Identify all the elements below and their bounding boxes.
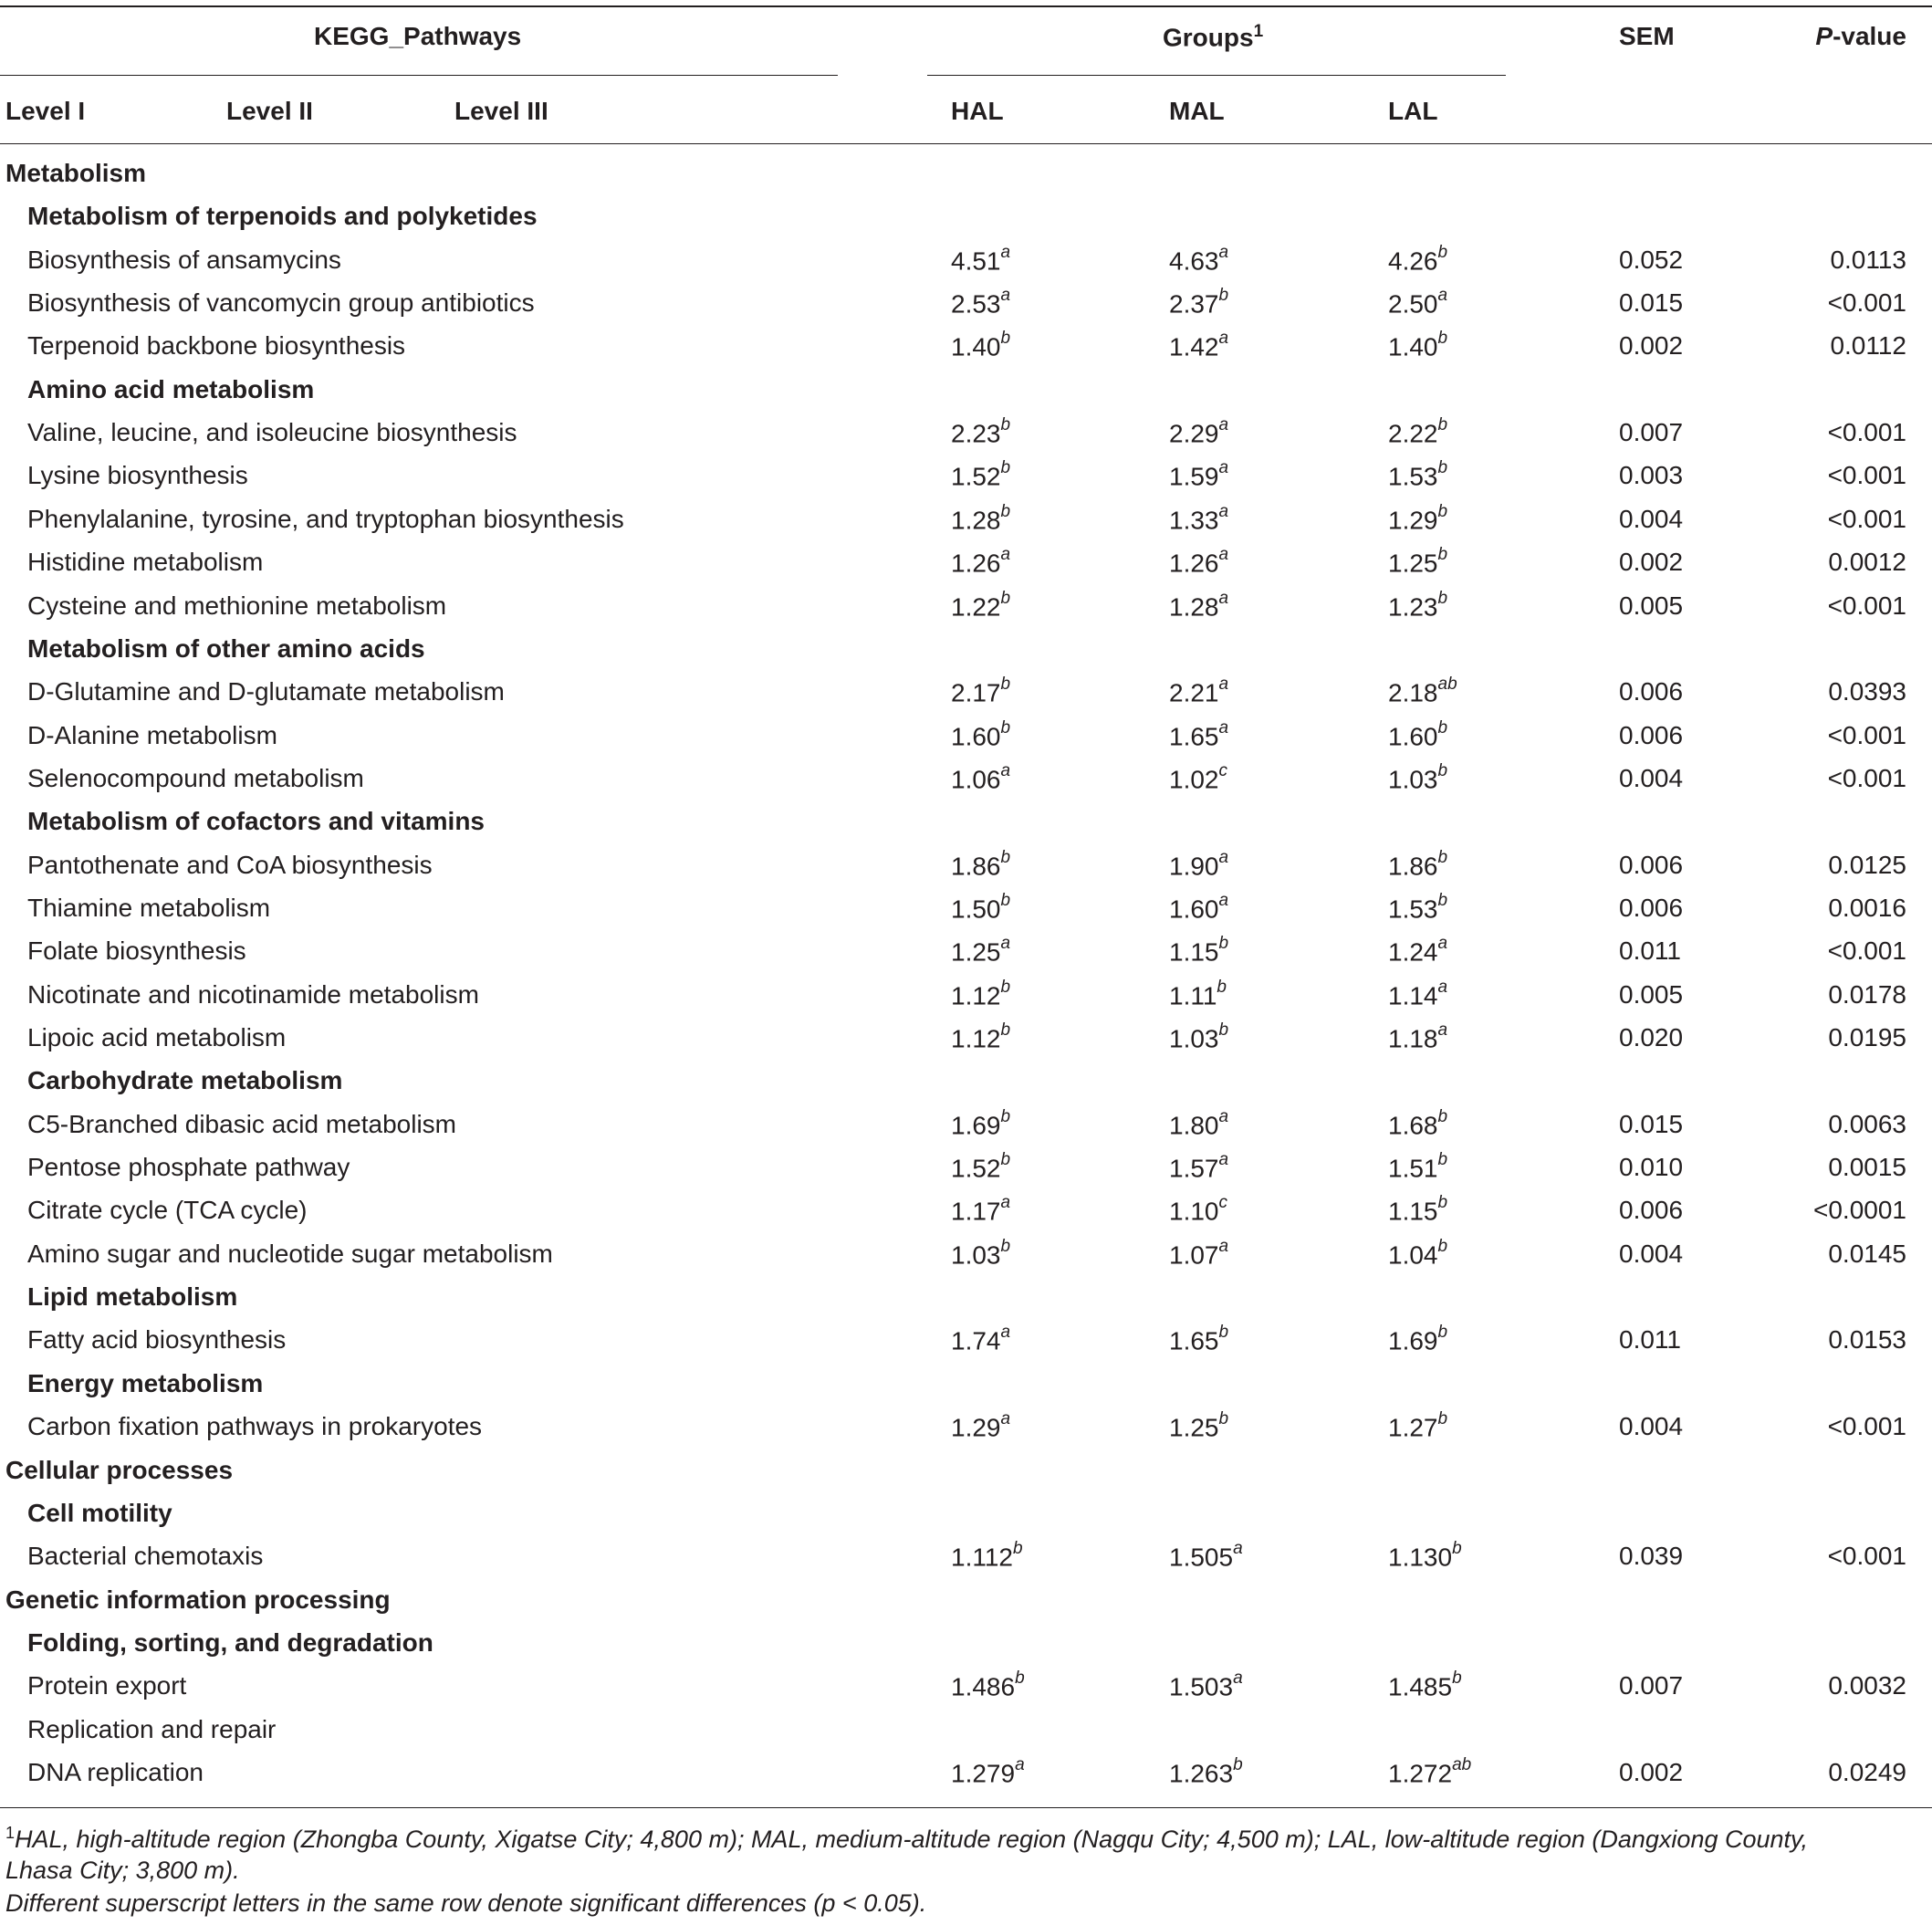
significance-letter: a [1000,545,1011,565]
significance-letter: b [1437,588,1448,608]
level-3-label: Phenylalanine, tyrosine, and tryptophan biosynthesis [27,504,624,533]
header-level-3: Level III [454,97,548,125]
significance-letter: b [1437,329,1448,349]
hal-value: 1.28$^b$ [951,501,1011,535]
mal-value: 1.07$^a$ [1169,1236,1229,1270]
sem-value: 0.004 [1619,504,1684,533]
significance-letter: b [1233,1754,1243,1774]
table-row [0,1715,1932,1758]
section-row [0,1369,1932,1412]
table-row [0,977,1932,1023]
hal-value: 1.52$^b$ [951,458,1011,491]
table-row [0,677,1932,720]
mal-value: 4.63$^a$ [1169,242,1229,276]
level-3-label: Amino sugar and nucleotide sugar metabolism [27,1239,553,1268]
sem-value: 0.006 [1619,720,1684,749]
mal-value: 1.505$^a$ [1169,1539,1243,1572]
significance-letter: a [1437,977,1448,997]
significance-letter: b [1218,286,1229,306]
p-value: 0.0016 [1828,893,1906,922]
significance-letter: b [1437,1323,1448,1343]
significance-letter: b [1437,545,1448,565]
significance-letter: b [1000,890,1011,910]
hal-value: 1.52$^b$ [951,1150,1011,1183]
p-value: 0.0063 [1828,1109,1906,1138]
lal-value: 1.68$^b$ [1388,1106,1448,1140]
mal-value: 1.65$^a$ [1169,717,1229,750]
lal-value: 1.14$^a$ [1388,977,1448,1010]
level-3-label: Folate biosynthesis [27,936,246,966]
level-3-label: Protein export [27,1671,187,1700]
significance-letter: b [1218,1409,1229,1429]
level-3-label: Carbon fixation pathways in prokaryotes [27,1412,483,1441]
sem-value: 0.003 [1619,461,1684,490]
lal-value: 1.18$^a$ [1388,1020,1448,1053]
significance-letter: a [1000,286,1011,306]
lal-value: 1.23$^b$ [1388,588,1448,621]
header-hal: HAL [951,97,1004,125]
hal-value: 1.60$^b$ [951,717,1011,750]
level-3-label: D-Alanine metabolism [27,720,277,749]
significance-letter: a [1218,545,1229,565]
p-value: <0.001 [1827,1542,1906,1571]
significance-letter: b [1000,501,1011,521]
significance-letter: a [1233,1539,1243,1559]
significance-letter: b [1437,1409,1448,1429]
p-value: <0.001 [1827,1412,1906,1441]
significance-letter: b [1000,415,1011,435]
significance-letter: a [1218,675,1229,695]
level-2-label: Lipid metabolism [27,1282,238,1312]
hal-value: 2.23$^b$ [951,415,1011,448]
significance-letter: b [1437,890,1448,910]
table-top-rule [0,5,1932,7]
p-value: 0.0145 [1828,1239,1906,1268]
level-3-label: Lipoic acid metabolism [27,1023,287,1051]
table-row [0,242,1932,288]
section-row [0,1499,1932,1542]
section-row [0,202,1932,245]
significance-letter: b [1000,588,1011,608]
mal-value: 1.33$^a$ [1169,501,1229,535]
level-3-label: Valine, leucine, and isoleucine biosynthesis [27,418,517,447]
significance-letter: a [1015,1754,1025,1774]
mal-value: 1.42$^a$ [1169,329,1229,361]
table-row [0,760,1932,807]
hal-value: 2.17$^b$ [951,675,1011,707]
significance-letter: a [1218,588,1229,608]
significance-letter: b [1015,1669,1025,1689]
level-3-label: Replication and repair [27,1714,277,1743]
p-value: <0.001 [1827,418,1906,447]
lal-value: 1.53$^b$ [1388,458,1448,491]
lal-value: 2.22$^b$ [1388,415,1448,448]
significance-letter: a [1218,1150,1229,1170]
significance-letter: a [1233,1669,1243,1689]
mal-value: 1.65$^b$ [1169,1323,1229,1355]
sem-value: 0.007 [1619,1671,1684,1700]
significance-letter: a [1218,415,1229,435]
footnote-1: $^1$HAL, high-altitude region (Zhongba County, Xigatse City; 4,800 m); MAL, medium-altitude region (Nagqu City; 4,500 m); LAL, low-altitude region (Dangxiong County, [5,1824,1809,1853]
level-3-label: Lysine biosynthesis [27,461,248,490]
table-row [0,1325,1932,1368]
table-row [0,890,1932,936]
hal-value: 1.06$^a$ [951,760,1011,794]
mal-value: 1.25$^b$ [1169,1409,1229,1442]
hal-value: 1.279$^a$ [951,1754,1025,1788]
sem-value: 0.015 [1619,288,1684,318]
hal-value: 1.69$^b$ [951,1106,1011,1140]
kegg-subheader-rule [0,75,838,76]
level-3-label: Pantothenate and CoA biosynthesis [27,850,433,879]
level-3-label: Terpenoid backbone biosynthesis [27,331,406,361]
sem-value: 0.002 [1619,331,1684,361]
lal-value: 1.03$^b$ [1388,760,1448,794]
significance-letter: b [1437,458,1448,478]
table-row [0,331,1932,374]
significance-letter: c [1218,1193,1227,1213]
significance-letter: b [1437,242,1448,262]
section-row [0,807,1932,850]
table-row [0,288,1932,331]
significance-letter: a [1218,501,1229,521]
level-3-label: Bacterial chemotaxis [27,1542,264,1571]
p-value: <0.001 [1827,591,1906,620]
level-3-label: Citrate cycle (TCA cycle) [27,1196,308,1225]
significance-letter: ab [1452,1754,1472,1774]
significance-letter: b [1437,415,1448,435]
level-3-label: Histidine metabolism [27,548,264,577]
significance-letter: b [1437,760,1448,780]
header-lal: LAL [1388,97,1438,125]
table-row [0,501,1932,548]
p-value: <0.001 [1827,504,1906,533]
level-3-label: DNA replication [27,1757,204,1786]
significance-letter: b [1452,1669,1462,1689]
hal-value: 1.25$^a$ [951,934,1011,967]
significance-letter: b [1218,1020,1229,1040]
significance-letter: a [1000,1409,1011,1429]
level-3-label: C5-Branched dibasic acid metabolism [27,1109,456,1138]
section-row [0,375,1932,418]
sem-value: 0.006 [1619,677,1684,706]
lal-value: 1.27$^b$ [1388,1409,1448,1442]
hal-value: 1.26$^a$ [951,545,1011,578]
level-3-label: Cysteine and methionine metabolism [27,591,447,620]
lal-value: 1.53$^b$ [1388,890,1448,924]
level-3-label: Nicotinate and nicotinamide metabolism [27,979,479,1009]
p-value: <0.001 [1827,936,1906,966]
hal-value: 2.53$^a$ [951,286,1011,319]
p-value: 0.0012 [1828,548,1906,577]
mal-value: 1.59$^a$ [1169,458,1229,491]
significance-letter: a [1218,890,1229,910]
lal-value: 2.18$^{ab}$ [1388,675,1457,707]
table-row [0,1671,1932,1714]
level-3-label: Biosynthesis of ansamycins [27,245,341,274]
lal-value: 1.51$^b$ [1388,1150,1448,1183]
lal-value: 1.272$^{ab}$ [1388,1754,1472,1788]
level-3-label: Biosynthesis of vancomycin group antibiotics [27,288,535,318]
table-row [0,458,1932,504]
lal-value: 1.86$^b$ [1388,847,1448,880]
p-value: 0.0153 [1828,1325,1906,1355]
sem-value: 0.006 [1619,850,1684,879]
lal-value: 1.15$^b$ [1388,1193,1448,1226]
table-row [0,545,1932,591]
significance-letter: b [1000,1150,1011,1170]
significance-letter: b [1000,977,1011,997]
footnote-2: Different superscript letters in the same row denote significant differences (p < 0.05). [5,1889,927,1917]
sem-value: 0.007 [1619,418,1684,447]
significance-letter: b [1452,1539,1462,1559]
p-value: 0.0113 [1830,245,1906,274]
header-mal: MAL [1169,97,1225,125]
lal-value: 1.130$^b$ [1388,1539,1462,1572]
lal-value: 1.29$^b$ [1388,501,1448,535]
mal-value: 1.28$^a$ [1169,588,1229,621]
hal-value: 1.12$^b$ [951,977,1011,1010]
table-row [0,847,1932,894]
sem-value: 0.006 [1619,893,1684,922]
section-row [0,1066,1932,1109]
hal-value: 1.29$^a$ [951,1409,1011,1442]
sem-value: 0.015 [1619,1109,1684,1138]
header-level-2: Level II [226,97,313,125]
p-value: 0.0178 [1828,979,1906,1009]
significance-letter: b [1437,1150,1448,1170]
significance-letter: b [1013,1539,1023,1559]
level-3-label: Selenocompound metabolism [27,763,364,792]
sem-value: 0.020 [1619,1023,1684,1051]
significance-letter: b [1437,501,1448,521]
significance-letter: b [1000,675,1011,695]
header-sem: SEM [1619,22,1675,50]
significance-letter: b [1218,934,1229,954]
header-groups: Groups$^1$ [1163,22,1264,52]
footnote-1-continued: Lhasa City; 3,800 m). [5,1857,240,1884]
hal-value: 1.17$^a$ [951,1193,1011,1226]
hal-value: 1.50$^b$ [951,890,1011,924]
header-level-1: Level I [5,97,86,125]
header-pvalue: P-value [1815,22,1906,50]
hal-value: 1.486$^b$ [951,1669,1025,1701]
significance-letter: a [1000,760,1011,780]
section-row [0,634,1932,677]
mal-value: 1.57$^a$ [1169,1150,1229,1183]
significance-letter: a [1437,1020,1448,1040]
p-value: 0.0249 [1828,1757,1906,1786]
lal-value: 1.25$^b$ [1388,545,1448,578]
sem-value: 0.002 [1619,548,1684,577]
level-2-label: Amino acid metabolism [27,374,315,403]
sem-value: 0.004 [1619,763,1684,792]
level-2-label: Folding, sorting, and degradation [27,1627,433,1657]
level-3-label: Pentose phosphate pathway [27,1153,350,1182]
level-3-label: Thiamine metabolism [27,893,271,922]
mal-value: 1.11$^b$ [1169,977,1227,1010]
significance-letter: a [1218,1106,1229,1126]
hal-value: 1.12$^b$ [951,1020,1011,1053]
p-value: 0.0393 [1828,677,1906,706]
table-row [0,1409,1932,1455]
sem-value: 0.005 [1619,591,1684,620]
level-3-label: Fatty acid biosynthesis [27,1325,287,1355]
table-row [0,936,1932,979]
level-1-label: Genetic information processing [5,1585,391,1614]
mal-value: 1.26$^a$ [1169,545,1229,578]
significance-letter: a [1218,329,1229,349]
significance-letter: b [1000,458,1011,478]
table-row [0,1539,1932,1585]
mal-value: 1.80$^a$ [1169,1106,1229,1140]
table-row [0,1754,1932,1801]
significance-letter: a [1000,1323,1011,1343]
p-value: 0.0125 [1828,850,1906,879]
lal-value: 1.04$^b$ [1388,1236,1448,1270]
significance-letter: a [1218,458,1229,478]
lal-value: 1.60$^b$ [1388,717,1448,750]
significance-letter: a [1437,934,1448,954]
level-2-label: Metabolism of cofactors and vitamins [27,807,485,836]
sem-value: 0.005 [1619,979,1684,1009]
hal-value: 1.74$^a$ [951,1323,1011,1355]
table-row [0,1193,1932,1239]
significance-letter: b [1437,717,1448,738]
level-3-label: D-Glutamine and D-glutamate metabolism [27,677,505,706]
hal-value: 4.51$^a$ [951,242,1011,276]
mal-value: 2.29$^a$ [1169,415,1229,448]
significance-letter: ab [1437,675,1457,695]
mal-value: 1.263$^b$ [1169,1754,1243,1788]
significance-letter: a [1218,717,1229,738]
lal-value: 2.50$^a$ [1388,286,1448,319]
significance-letter: b [1437,1236,1448,1256]
significance-letter: c [1218,760,1227,780]
mal-value: 1.03$^b$ [1169,1020,1229,1053]
hal-value: 1.40$^b$ [951,329,1011,361]
hal-value: 1.86$^b$ [951,847,1011,880]
level-2-label: Metabolism of terpenoids and polyketides [27,202,538,231]
mal-value: 1.02$^c$ [1169,760,1227,794]
sem-value: 0.010 [1619,1153,1684,1182]
lal-value: 1.24$^a$ [1388,934,1448,967]
p-value: <0.001 [1827,720,1906,749]
sem-value: 0.004 [1619,1239,1684,1268]
p-value: <0.001 [1827,763,1906,792]
significance-letter: a [1437,286,1448,306]
table-row [0,415,1932,461]
hal-value: 1.112$^b$ [951,1539,1023,1572]
significance-letter: b [1000,847,1011,867]
mal-value: 1.10$^c$ [1169,1193,1227,1226]
mal-value: 2.37$^b$ [1169,286,1229,319]
p-value: 0.0195 [1828,1023,1906,1051]
level-2-label: Metabolism of other amino acids [27,633,425,663]
significance-letter: a [1218,242,1229,262]
table-row [0,717,1932,764]
lal-value: 1.485$^b$ [1388,1669,1462,1701]
mal-value: 1.15$^b$ [1169,934,1229,967]
significance-letter: a [1218,1236,1229,1256]
p-value: 0.0112 [1830,331,1906,361]
table-bottom-rule [0,1807,1932,1808]
significance-letter: b [1000,1020,1011,1040]
section-row [0,1282,1932,1325]
header-bottom-rule [0,143,1932,144]
p-value: 0.0015 [1828,1153,1906,1182]
significance-letter: b [1437,847,1448,867]
header-kegg-pathways: KEGG_Pathways [314,22,522,50]
table-row [0,588,1932,634]
significance-letter: b [1000,329,1011,349]
significance-letter: b [1000,717,1011,738]
p-value: <0.0001 [1813,1196,1906,1225]
hal-value: 1.03$^b$ [951,1236,1011,1270]
groups-subheader-rule [927,75,1506,76]
section-row [0,1585,1932,1628]
level-1-label: Cellular processes [5,1455,234,1484]
lal-value: 1.40$^b$ [1388,329,1448,361]
mal-value: 2.21$^a$ [1169,675,1229,707]
mal-value: 1.60$^a$ [1169,890,1229,924]
sem-value: 0.006 [1619,1196,1684,1225]
p-value: <0.001 [1827,461,1906,490]
significance-letter: a [1000,1193,1011,1213]
sem-value: 0.039 [1619,1542,1684,1571]
significance-letter: b [1437,1193,1448,1213]
significance-letter: a [1218,847,1229,867]
lal-value: 4.26$^b$ [1388,242,1448,276]
lal-value: 1.69$^b$ [1388,1323,1448,1355]
table-row [0,1236,1932,1282]
sem-value: 0.011 [1619,936,1681,966]
level-1-label: Metabolism [5,159,147,187]
significance-letter: b [1218,1323,1229,1343]
sem-value: 0.004 [1619,1412,1684,1441]
p-value: <0.001 [1827,288,1906,318]
hal-value: 1.22$^b$ [951,588,1011,621]
sem-value: 0.011 [1619,1325,1681,1355]
significance-letter: a [1000,934,1011,954]
p-value: 0.0032 [1828,1671,1906,1700]
significance-letter: b [1437,1106,1448,1126]
table-row [0,1020,1932,1066]
table-row [0,1106,1932,1153]
significance-letter: b [1217,977,1227,997]
level-2-label: Cell motility [27,1498,172,1527]
mal-value: 1.90$^a$ [1169,847,1229,880]
sem-value: 0.002 [1619,1757,1684,1786]
mal-value: 1.503$^a$ [1169,1669,1243,1701]
significance-letter: a [1000,242,1011,262]
level-2-label: Energy metabolism [27,1368,264,1397]
significance-letter: b [1000,1236,1011,1256]
section-row [0,1456,1932,1499]
sem-value: 0.052 [1619,245,1684,274]
section-row [0,159,1932,202]
significance-letter: b [1000,1106,1011,1126]
table-row [0,1150,1932,1196]
section-row [0,1628,1932,1671]
level-2-label: Carbohydrate metabolism [27,1066,343,1095]
